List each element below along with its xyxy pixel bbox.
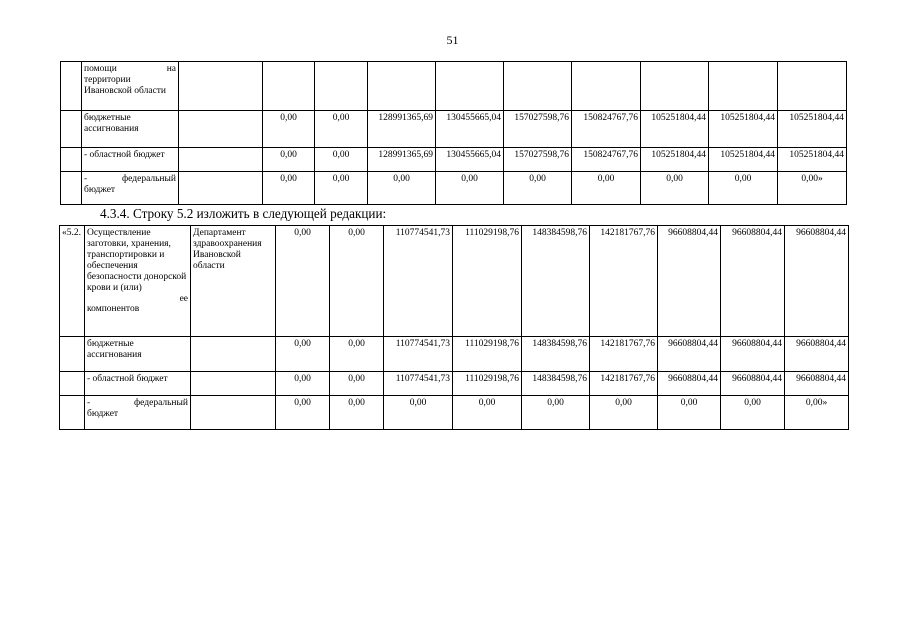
name-cell: бюджетные ассигнования: [82, 111, 179, 148]
value-cell: 0,00: [368, 172, 436, 205]
value-cell: 0,00: [330, 372, 384, 396]
table-row: [60, 226, 849, 337]
row-number-cell: [60, 396, 85, 430]
value-cell: 96608804,44: [721, 226, 785, 337]
value-cell: 142181767,76: [590, 372, 658, 396]
value-cell: 148384598,76: [522, 226, 590, 337]
section-heading: 4.3.4. Строку 5.2 изложить в следующей редакции:: [100, 206, 387, 221]
table-row: [61, 148, 847, 172]
name-word: на: [166, 64, 176, 74]
value-cell: 105251804,44: [778, 111, 847, 148]
value-cell: 0,00: [641, 172, 709, 205]
value-cell: 148384598,76: [522, 372, 590, 396]
name-cell: бюджетные ассигнования: [85, 337, 191, 372]
value-cell: 130455665,04: [436, 111, 504, 148]
number-cell: [61, 62, 82, 111]
value-cell: 96608804,44: [658, 337, 721, 372]
value-cell: [504, 62, 572, 111]
name-text: компонентов: [87, 304, 140, 315]
executor-cell: Департамент здравоохранения Ивановской области: [191, 226, 276, 337]
value-cell: 0,00: [263, 148, 315, 172]
value-cell: 150824767,76: [572, 111, 641, 148]
value-cell: 157027598,76: [504, 111, 572, 148]
table-row: [61, 172, 847, 205]
row-number-cell: [60, 337, 85, 372]
value-cell: 0,00: [572, 172, 641, 205]
value-cell: 130455665,04: [436, 148, 504, 172]
name-cell: [82, 62, 179, 111]
table-row: [61, 111, 847, 148]
value-cell: 0,00: [276, 372, 330, 396]
value-cell: 128991365,69: [368, 148, 436, 172]
name-cell: [82, 172, 179, 205]
name-cell: [85, 396, 191, 430]
value-cell: 150824767,76: [572, 148, 641, 172]
name-text: бюджет: [87, 408, 119, 419]
value-cell: [368, 62, 436, 111]
value-cell: 105251804,44: [778, 148, 847, 172]
name-text: Осуществление заготовки, хранения, транспортировки и обеспечения безопасности донорской крови и (или): [87, 228, 187, 293]
value-cell: 0,00: [315, 172, 368, 205]
value-cell: 96608804,44: [785, 226, 849, 337]
executor-cell: [179, 148, 263, 172]
value-cell: 96608804,44: [658, 372, 721, 396]
name-word: -: [84, 174, 88, 184]
budget-table-continuation: [60, 61, 847, 205]
value-cell: 157027598,76: [504, 148, 572, 172]
value-cell: [315, 62, 368, 111]
value-cell: 142181767,76: [590, 226, 658, 337]
value-cell: 110774541,73: [384, 372, 453, 396]
value-cell: 0,00: [330, 396, 384, 430]
executor-cell: [179, 111, 263, 148]
number-cell: [61, 172, 82, 205]
value-cell: 96608804,44: [721, 337, 785, 372]
value-cell: 0,00: [658, 396, 721, 430]
number-cell: [61, 148, 82, 172]
value-cell: 0,00: [330, 226, 384, 337]
table-row: [60, 337, 849, 372]
executor-cell: [191, 396, 276, 430]
table-row: [61, 62, 847, 111]
name-word: ее: [179, 293, 188, 304]
value-cell: 96608804,44: [658, 226, 721, 337]
value-cell: 128991365,69: [368, 111, 436, 148]
value-cell: [778, 62, 847, 111]
value-cell: 0,00: [263, 111, 315, 148]
value-cell: 105251804,44: [709, 111, 778, 148]
name-cell: - областной бюджет: [82, 148, 179, 172]
executor-cell: [179, 172, 263, 205]
value-cell: 96608804,44: [721, 372, 785, 396]
value-cell: 148384598,76: [522, 337, 590, 372]
name-word: помощи: [84, 64, 117, 74]
value-cell: 0,00: [330, 337, 384, 372]
value-cell: 96608804,44: [785, 337, 849, 372]
value-cell: 105251804,44: [641, 148, 709, 172]
table-row: [60, 372, 849, 396]
name-cell: - областной бюджет: [85, 372, 191, 396]
name-cell: [85, 226, 191, 337]
name-word: -: [87, 398, 91, 408]
value-cell: 111029198,76: [453, 337, 522, 372]
value-cell: 0,00: [504, 172, 572, 205]
number-cell: [61, 111, 82, 148]
row-number-cell: [60, 372, 85, 396]
value-cell: 0,00: [315, 111, 368, 148]
value-cell: [641, 62, 709, 111]
name-word: федеральный: [134, 398, 188, 408]
value-cell: 0,00: [276, 337, 330, 372]
value-cell: 0,00: [522, 396, 590, 430]
value-cell: 0,00: [263, 172, 315, 205]
name-text: бюджет: [84, 184, 116, 195]
value-cell: 0,00: [384, 396, 453, 430]
value-cell: 0,00: [276, 226, 330, 337]
value-cell: 111029198,76: [453, 226, 522, 337]
row-number-cell: «5.2.: [60, 226, 85, 337]
value-cell: 0,00: [453, 396, 522, 430]
executor-cell: [191, 372, 276, 396]
value-cell: 0,00: [709, 172, 778, 205]
value-cell: 0,00: [315, 148, 368, 172]
value-cell: 110774541,73: [384, 226, 453, 337]
value-cell: 110774541,73: [384, 337, 453, 372]
value-cell: 111029198,76: [453, 372, 522, 396]
value-cell: [709, 62, 778, 111]
value-cell: 0,00: [276, 396, 330, 430]
value-cell: 105251804,44: [709, 148, 778, 172]
value-cell: 142181767,76: [590, 337, 658, 372]
value-cell: 0,00: [436, 172, 504, 205]
value-cell: 0,00»: [778, 172, 847, 205]
budget-table-row-5-2: [59, 225, 849, 430]
executor-cell: [191, 337, 276, 372]
value-cell: 0,00: [590, 396, 658, 430]
name-word: федеральный: [122, 174, 176, 184]
executor-cell: [179, 62, 263, 111]
value-cell: 105251804,44: [641, 111, 709, 148]
value-cell: 96608804,44: [785, 372, 849, 396]
name-text: территории Ивановской области: [84, 74, 167, 96]
value-cell: [263, 62, 315, 111]
table-row: [60, 396, 849, 430]
value-cell: 0,00»: [785, 396, 849, 430]
value-cell: [436, 62, 504, 111]
page-number: 51: [446, 33, 459, 47]
value-cell: 0,00: [721, 396, 785, 430]
value-cell: [572, 62, 641, 111]
